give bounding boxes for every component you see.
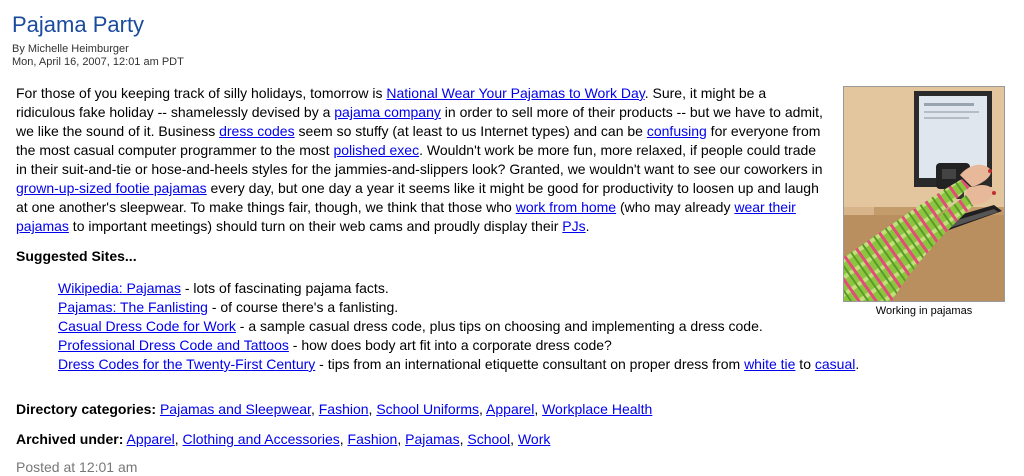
link-wikipedia-pajamas[interactable]: Wikipedia: Pajamas (58, 280, 181, 296)
archive-link[interactable]: School (467, 431, 511, 447)
separator: , (479, 401, 487, 417)
list-item (58, 298, 908, 317)
list-item (58, 355, 908, 374)
site-desc: - how does body art fit into a corporate dress code? (288, 337, 612, 353)
suggested-sites-heading: Suggested Sites... (16, 248, 137, 264)
category-link[interactable]: Apparel (486, 401, 535, 417)
body-text: (who may already (616, 199, 735, 215)
link-wear-their-pajamas[interactable]: wear their pajamas (16, 199, 796, 234)
site-desc: - a sample casual dress code, plus tips on choosing and implementing a dress code. (235, 318, 763, 334)
category-link[interactable]: School Uniforms (376, 401, 480, 417)
body-text: . Sure, it might be a ridiculous fake holiday -- shamelessly devised by a (16, 85, 767, 120)
link-pajamas-fanlisting[interactable]: Pajamas: The Fanlisting (58, 299, 208, 315)
site-desc: to (795, 356, 815, 372)
separator: , (397, 431, 406, 447)
separator: , (368, 401, 377, 417)
archive-link[interactable]: Fashion (347, 431, 398, 447)
link-dress-codes[interactable]: dress codes (219, 123, 295, 139)
link-pjs[interactable]: PJs (562, 218, 586, 234)
separator: , (534, 401, 543, 417)
category-link[interactable]: Fashion (318, 401, 369, 417)
page-title: Pajama Party (12, 12, 145, 37)
archive-link[interactable]: Pajamas (405, 431, 460, 447)
link-wear-pajamas-day[interactable]: National Wear Your Pajamas to Work Day (386, 85, 645, 101)
separator: , (510, 431, 518, 447)
pajamas-photo (843, 86, 1005, 302)
site-desc: - of course there's a fanlisting. (207, 299, 399, 315)
archive-link[interactable]: Clothing and Accessories (182, 431, 340, 447)
article-body (16, 84, 828, 236)
author: By Michelle Heimburger (12, 43, 129, 55)
figure-caption: Working in pajamas (875, 305, 973, 317)
body-text: every day, but one day a year it seems like it might be good for productivity to loosen up and laugh at one another's sleepwear. To make things fair, though, we think that those who (16, 180, 819, 215)
category-link[interactable]: Workplace Health (542, 401, 653, 417)
link-white-tie[interactable]: white tie (744, 356, 796, 372)
link-dress-codes-21st-century[interactable]: Dress Codes for the Twenty-First Century (58, 356, 316, 372)
category-link[interactable]: Pajamas and Sleepwear (159, 401, 311, 417)
separator: , (339, 431, 348, 447)
separator: , (310, 401, 319, 417)
posted-footer: Posted at 12:01 am (16, 459, 138, 475)
link-casual[interactable]: casual (814, 356, 856, 372)
body-text: . Wouldn't work be more fun, more relaxed, if people could trade in their suit-and-tie or hose-and-heels styles for the jammies-and-slippers look? Granted, we wouldn't want to see our coworkers in (16, 142, 823, 177)
body-text: for everyone from the most casual computer programmer to the most (16, 123, 821, 158)
separator: , (174, 431, 183, 447)
site-desc: . (855, 356, 860, 372)
body-text: . (585, 218, 590, 234)
link-footie-pajamas[interactable]: grown-up-sized footie pajamas (16, 180, 207, 196)
body-text: seem so stuffy (at least to us Internet types) and can be (294, 123, 647, 139)
link-confusing[interactable]: confusing (646, 123, 707, 139)
post-date: Mon, April 16, 2007, 12:01 am PDT (12, 56, 184, 68)
link-polished-exec[interactable]: polished exec (333, 142, 420, 158)
byline (12, 43, 184, 69)
archived-under (16, 430, 550, 448)
directory-label: Directory categories: (16, 401, 157, 417)
archived-label: Archived under: (16, 431, 124, 447)
archive-link[interactable]: Work (517, 431, 551, 447)
body-text: For those of you keeping track of silly holidays, tomorrow is (16, 85, 387, 101)
link-pajama-company[interactable]: pajama company (334, 104, 441, 120)
list-item (58, 279, 908, 298)
link-work-from-home[interactable]: work from home (515, 199, 617, 215)
separator: , (459, 431, 468, 447)
suggested-sites-list (58, 279, 908, 374)
list-item (58, 336, 908, 355)
link-professional-dress-code[interactable]: Professional Dress Code and Tattoos (58, 337, 289, 353)
site-desc: - lots of fascinating pajama facts. (180, 280, 389, 296)
archive-link[interactable]: Apparel (126, 431, 175, 447)
body-text: to important meetings) should turn on their web cams and proudly display their (68, 218, 563, 234)
list-item (58, 317, 908, 336)
site-desc: - tips from an international etiquette consultant on proper dress from (315, 356, 745, 372)
link-casual-dress-code[interactable]: Casual Dress Code for Work (58, 318, 236, 334)
body-text: in order to sell more of their products -- but we have to admit, we like the sound of it. Business (16, 104, 823, 139)
directory-categories (16, 400, 652, 418)
